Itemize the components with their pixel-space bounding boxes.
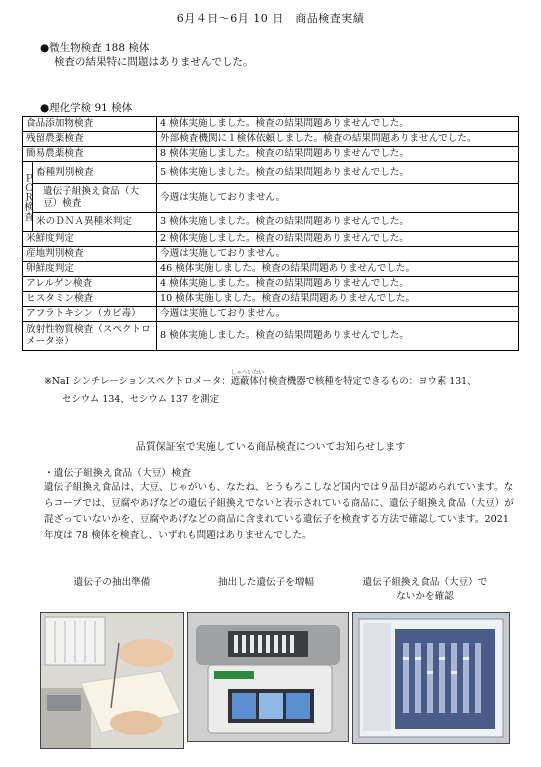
table-row: [23, 307, 519, 322]
gel-screen-illustration: [353, 613, 509, 743]
table-row: [23, 292, 519, 307]
table-item: 畜種判別検査: [33, 162, 157, 184]
pcr-label: ＰＣＲ検査: [23, 162, 33, 232]
table-result: 今週は実施しておりません。: [157, 307, 519, 322]
table-result: 10 検体実施しました。検査の結果問題ありませんでした。: [157, 292, 519, 307]
table-result: 今週は実施しておりません。: [157, 184, 519, 213]
table-result: 4 検体実施しました。検査の結果問題ありませんでした。: [157, 277, 519, 292]
table-row: [23, 162, 519, 184]
table-result: 5 検体実施しました。検査の結果問題ありませんでした。: [157, 162, 519, 184]
table-result: 外部検査機関に１検体依頼しました。検査の結果問題ありませんでした。: [157, 132, 519, 147]
table-result: 今週は実施しておりません。: [157, 247, 519, 262]
table-row: [23, 147, 519, 162]
photo-amplification: [187, 612, 349, 742]
ruby-text: しゃへいたい: [231, 370, 265, 376]
table-result: 3 検体実施しました。検査の結果問題ありませんでした。: [157, 213, 519, 232]
photo-confirmation: [352, 612, 510, 744]
table-item: ヒスタミン検査: [23, 292, 157, 307]
micro-result: 検査の結果特に問題はありませんでした。: [54, 56, 254, 68]
page-title: 6月４日～6月 10 日 商品検査実績: [176, 12, 365, 25]
table-item: 米鮮度判定: [23, 232, 157, 247]
table-row: [23, 262, 519, 277]
results-table: [22, 116, 519, 351]
table-item: 簡易農薬検査: [23, 147, 157, 162]
table-result: 4 検体実施しました。検査の結果問題ありませんでした。: [157, 117, 519, 132]
table-row: [23, 247, 519, 262]
thermal-cycler-illustration: [188, 613, 348, 741]
table-item: 食品添加物検査: [23, 117, 157, 132]
footnote-line1: ※NaI シンチレーションスペクトロメータ：遮蔽体付検査機器で核種を特定できるもの：ヨウ素 131、: [44, 376, 477, 387]
table-row: [23, 184, 519, 213]
table-row: [23, 232, 519, 247]
table-item: アレルゲン検査: [23, 277, 157, 292]
gm-heading: ・遺伝子組換え食品（大豆）検査: [44, 468, 191, 479]
chem-heading: ●理化学検 91 検体: [40, 102, 133, 114]
lab-bench-illustration: [41, 613, 183, 748]
table-item: 放射性物質検査（スペクトロメータ※）: [23, 322, 157, 351]
photo-caption-2: 抽出した遺伝子を増幅: [218, 577, 314, 588]
photo-extraction: [40, 612, 184, 749]
table-item: 遺伝子組換え食品（大豆）検査: [33, 184, 157, 213]
micro-heading: ●微生物検査 188 検体: [40, 42, 150, 54]
table-item: アフラトキシン（カビ毒）: [23, 307, 157, 322]
table-result: 8 検体実施しました。検査の結果問題ありませんでした。: [157, 322, 519, 351]
gm-body: 遺伝子組換え食品は、大豆、じゃがいも、なたね、とうもろこしなど国内では９品目が認められています。ならコープでは、豆腐やあげなどの遺伝子組換えでないと表示されている商品に、遺伝子組換え食品（大豆）が混ざっていないかを、豆腐やあげなどの商品に含まれている遺伝子を検査する方法で確認しています。2021 年度は 78 検体を検査し、いずれも問題はありませんでした。: [44, 482, 514, 541]
table-result: 8 検体実施しました。検査の結果問題ありませんでした。: [157, 147, 519, 162]
footnote-line2: セシウム 134、セシウム 137 を測定: [62, 394, 220, 405]
table-row: [23, 277, 519, 292]
table-item: 産地判別検査: [23, 247, 157, 262]
notice-heading: 品質保証室で実施している商品検査についてお知らせします: [135, 442, 406, 453]
photo-caption-1: 遺伝子の抽出準備: [73, 577, 151, 588]
table-row: [23, 117, 519, 132]
table-result: 46 検体実施しました。検査の結果問題ありませんでした。: [157, 262, 519, 277]
table-item: 残留農薬検査: [23, 132, 157, 147]
table-row: [23, 322, 519, 351]
table-row: [23, 132, 519, 147]
table-result: 2 検体実施しました。検査の結果問題ありませんでした。: [157, 232, 519, 247]
table-item: 卵鮮度判定: [23, 262, 157, 277]
photo-caption-3: 遺伝子組換え食品（大豆）でないかを確認: [362, 577, 488, 602]
table-row: [23, 213, 519, 232]
table-item: 米のＤＮＡ異種米判定: [33, 213, 157, 232]
